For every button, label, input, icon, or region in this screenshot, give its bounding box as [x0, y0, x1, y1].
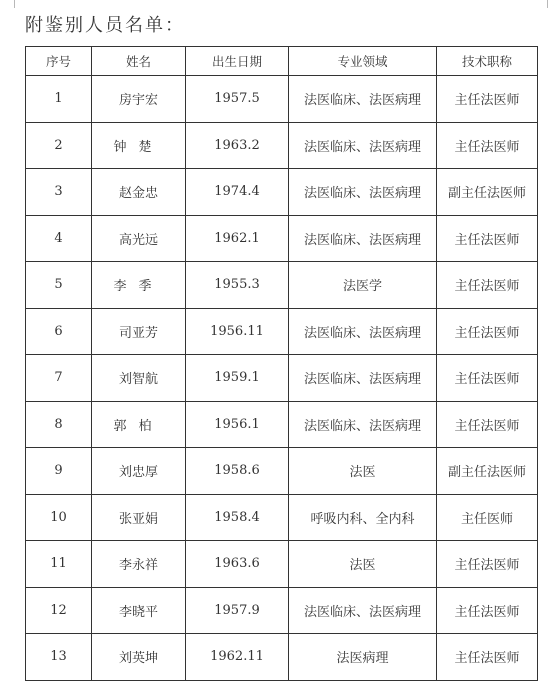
cell-title: 主任法医师 [437, 634, 538, 681]
cell-seq: 8 [26, 401, 92, 448]
table-row [26, 494, 538, 541]
cell-name: 司亚芳 [92, 308, 186, 355]
table-row [26, 308, 538, 355]
cell-title: 主任法医师 [437, 355, 538, 402]
header-field: 专业领域 [289, 47, 437, 76]
cell-birth: 1962.1 [186, 215, 289, 262]
header-seq: 序号 [26, 47, 92, 76]
cell-title: 主任法医师 [437, 262, 538, 309]
cell-field: 法医临床、法医病理 [289, 587, 437, 634]
cell-field: 法医临床、法医病理 [289, 76, 437, 123]
cell-name: 张亚娟 [92, 494, 186, 541]
cell-birth: 1955.3 [186, 262, 289, 309]
cell-birth: 1963.2 [186, 122, 289, 169]
cell-seq: 4 [26, 215, 92, 262]
cell-name: 李永祥 [92, 541, 186, 588]
cell-field: 法医临床、法医病理 [289, 215, 437, 262]
table-row [26, 401, 538, 448]
table-row [26, 76, 538, 123]
cell-field: 呼吸内科、全内科 [289, 494, 437, 541]
cell-field: 法医临床、法医病理 [289, 355, 437, 402]
table-row [26, 587, 538, 634]
cell-name: 李晓平 [92, 587, 186, 634]
cell-seq: 6 [26, 308, 92, 355]
cell-birth: 1958.4 [186, 494, 289, 541]
cell-name: 李季 [92, 262, 186, 309]
cell-birth: 1956.11 [186, 308, 289, 355]
cell-birth: 1974.4 [186, 169, 289, 216]
header-title: 技术职称 [437, 47, 538, 76]
cell-birth: 1957.5 [186, 76, 289, 123]
crop-mark-left [14, 0, 15, 8]
cell-field: 法医临床、法医病理 [289, 401, 437, 448]
cell-title: 主任法医师 [437, 541, 538, 588]
cell-title: 主任法医师 [437, 122, 538, 169]
cell-name: 钟楚 [92, 122, 186, 169]
cell-name: 郭柏 [92, 401, 186, 448]
cell-title: 主任法医师 [437, 76, 538, 123]
cell-seq: 11 [26, 541, 92, 588]
cell-seq: 2 [26, 122, 92, 169]
table-body [26, 76, 538, 681]
cell-name: 刘英坤 [92, 634, 186, 681]
table-row [26, 355, 538, 402]
cell-field: 法医 [289, 448, 437, 495]
cell-name: 高光远 [92, 215, 186, 262]
table-row [26, 448, 538, 495]
table-row [26, 262, 538, 309]
table-row [26, 169, 538, 216]
crop-mark-right [547, 0, 548, 8]
cell-field: 法医 [289, 541, 437, 588]
cell-birth: 1958.6 [186, 448, 289, 495]
cell-birth: 1962.11 [186, 634, 289, 681]
table-row [26, 541, 538, 588]
cell-birth: 1957.9 [186, 587, 289, 634]
cell-name: 刘智航 [92, 355, 186, 402]
cell-field: 法医学 [289, 262, 437, 309]
cell-birth: 1959.1 [186, 355, 289, 402]
table-header-row [26, 47, 538, 76]
cell-seq: 5 [26, 262, 92, 309]
cell-birth: 1963.6 [186, 541, 289, 588]
cell-field: 法医临床、法医病理 [289, 122, 437, 169]
cell-seq: 9 [26, 448, 92, 495]
cell-title: 副主任法医师 [437, 448, 538, 495]
document-title: 附鉴别人员名单： [25, 15, 185, 36]
cell-name: 刘忠厚 [92, 448, 186, 495]
table-row [26, 634, 538, 681]
cell-seq: 7 [26, 355, 92, 402]
cell-seq: 3 [26, 169, 92, 216]
table-row [26, 122, 538, 169]
cell-name: 赵金忠 [92, 169, 186, 216]
cell-field: 法医病理 [289, 634, 437, 681]
cell-seq: 1 [26, 76, 92, 123]
cell-title: 主任法医师 [437, 215, 538, 262]
cell-title: 主任法医师 [437, 587, 538, 634]
appraiser-roster-table [25, 46, 538, 681]
table-row [26, 215, 538, 262]
cell-title: 主任法医师 [437, 308, 538, 355]
header-name: 姓名 [92, 47, 186, 76]
cell-birth: 1956.1 [186, 401, 289, 448]
cell-title: 主任医师 [437, 494, 538, 541]
cell-name: 房宇宏 [92, 76, 186, 123]
header-birth: 出生日期 [186, 47, 289, 76]
cell-seq: 13 [26, 634, 92, 681]
cell-field: 法医临床、法医病理 [289, 169, 437, 216]
cell-title: 主任法医师 [437, 401, 538, 448]
cell-field: 法医临床、法医病理 [289, 308, 437, 355]
cell-title: 副主任法医师 [437, 169, 538, 216]
cell-seq: 10 [26, 494, 92, 541]
cell-seq: 12 [26, 587, 92, 634]
